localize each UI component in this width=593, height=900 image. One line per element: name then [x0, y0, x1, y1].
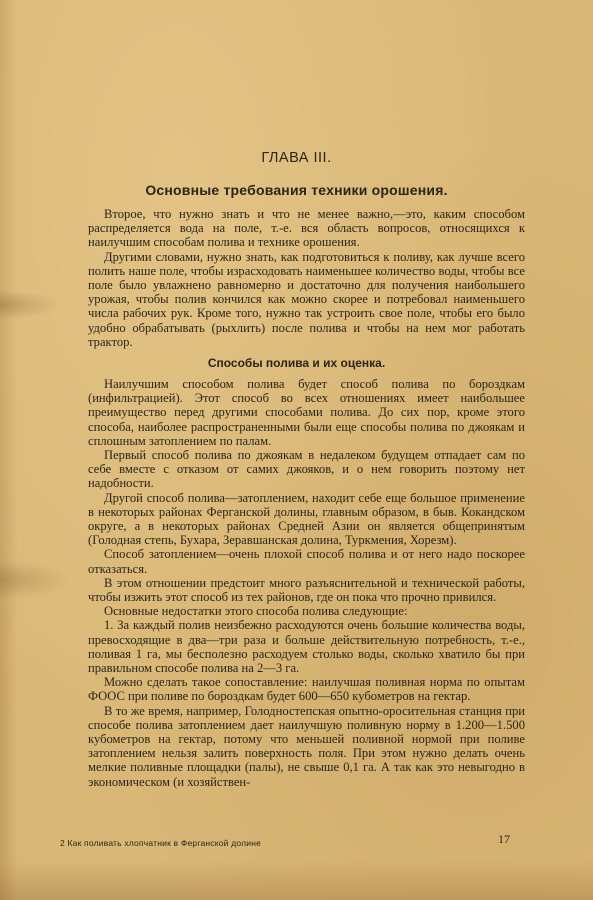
chapter-heading: ГЛАВА III.: [261, 150, 332, 166]
paragraph: Другой способ полива—затоплением, находит себе еще большое применение в некоторых районах Ферганской долины, главным образом, в быв. Кокандском округе, а в некоторых районах Средней Азии он является общепринятым (Голодная степь, Бухара, Зеравшанская долина, Туркмения, Хорезм).: [88, 490, 525, 548]
paragraph: Наилучшим способом полива будет способ полива по бороздкам (инфильтрацией). Этот способ во всех отношениях имеет наибольшее преимущество перед другими способами полива. До сих пор, кроме этого способа, наиболее распространенными были еще способы полива по джоякам и сплошным затоплением по палам.: [88, 377, 525, 448]
body-text: [88, 377, 525, 789]
intro-text: [88, 207, 525, 349]
paragraph: Можно сделать такое сопоставление: наилучшая поливная норма по опытам ФООС при поливе по бороздкам будет 600—650 кубометров на гектар.: [88, 675, 525, 704]
paper-crease: [0, 560, 70, 600]
paragraph: Другими словами, нужно знать, как подготовиться к поливу, как лучше всего полить наше поле, чтобы израсходовать наименьшее количество воды, чтобы все поле было увлажнено равномерно и достаточно для получения наибольшего урожая, чтобы полив кончился как можно скорее и потребовал наименьшего числа рабочих рук. Кроме того, нужно так устроить свое поле, чтобы его было удобно обрабатывать (рыхлить) после полива и чтобы на нем мог работать трактор.: [88, 249, 525, 349]
paragraph: 1. За каждый полив неизбежно расходуются очень большие количества воды, превосходящие в два—три раза и больше действительную потребность, т.-е., поливая 1 га, мы бесполезно расходуем столько воды, сколько хватило бы при правильном способе полива на 2—3 га.: [88, 618, 525, 676]
paragraph: В этом отношении предстоит много разъяснительной и технической работы, чтобы изжить этот способ из тех районов, где он пока что прочно привился.: [88, 575, 525, 605]
paragraph: Первый способ полива по джоякам в недалеком будущем отпадает сам по себе вместе с отказом от самих джояков, и о нем говорить поэтому нет надобности.: [88, 448, 525, 491]
printer-signature: 2 Как поливать хлопчатник в Ферганской долине: [60, 838, 262, 848]
paragraph: В то же время, например, Голодностепская опытно-оросительная станция при способе полива затоплением дает наилучшую поливную норму в 1.200—1.500 кубометров на гектар, потому что меньшей поливной нормой при поливе затоплением нельзя залить поверхность поля. При этом нужно делать очень мелкие поливные площадки (палы), не свыше 0,1 га. А так как это невыгодно в экономическом (и хозяйствен-: [88, 703, 525, 789]
section-title: Основные требования техники орошения.: [145, 182, 448, 198]
paper-crease: [0, 290, 60, 320]
paragraph: Способ затоплением—очень плохой способ полива и от него надо поскорее отказаться.: [88, 547, 525, 576]
paragraph: Второе, что нужно знать и что не менее важно,—это, каким способом распределяется вода на поле, т.-е. вся область вопросов, относящихся к наилучшим способам полива и технике орошения.: [88, 207, 525, 250]
page-number: 17: [498, 832, 510, 846]
subsection-title: Способы полива и их оценка.: [207, 356, 386, 370]
paragraph: Основные недостатки этого способа полива следующие:: [104, 604, 408, 619]
